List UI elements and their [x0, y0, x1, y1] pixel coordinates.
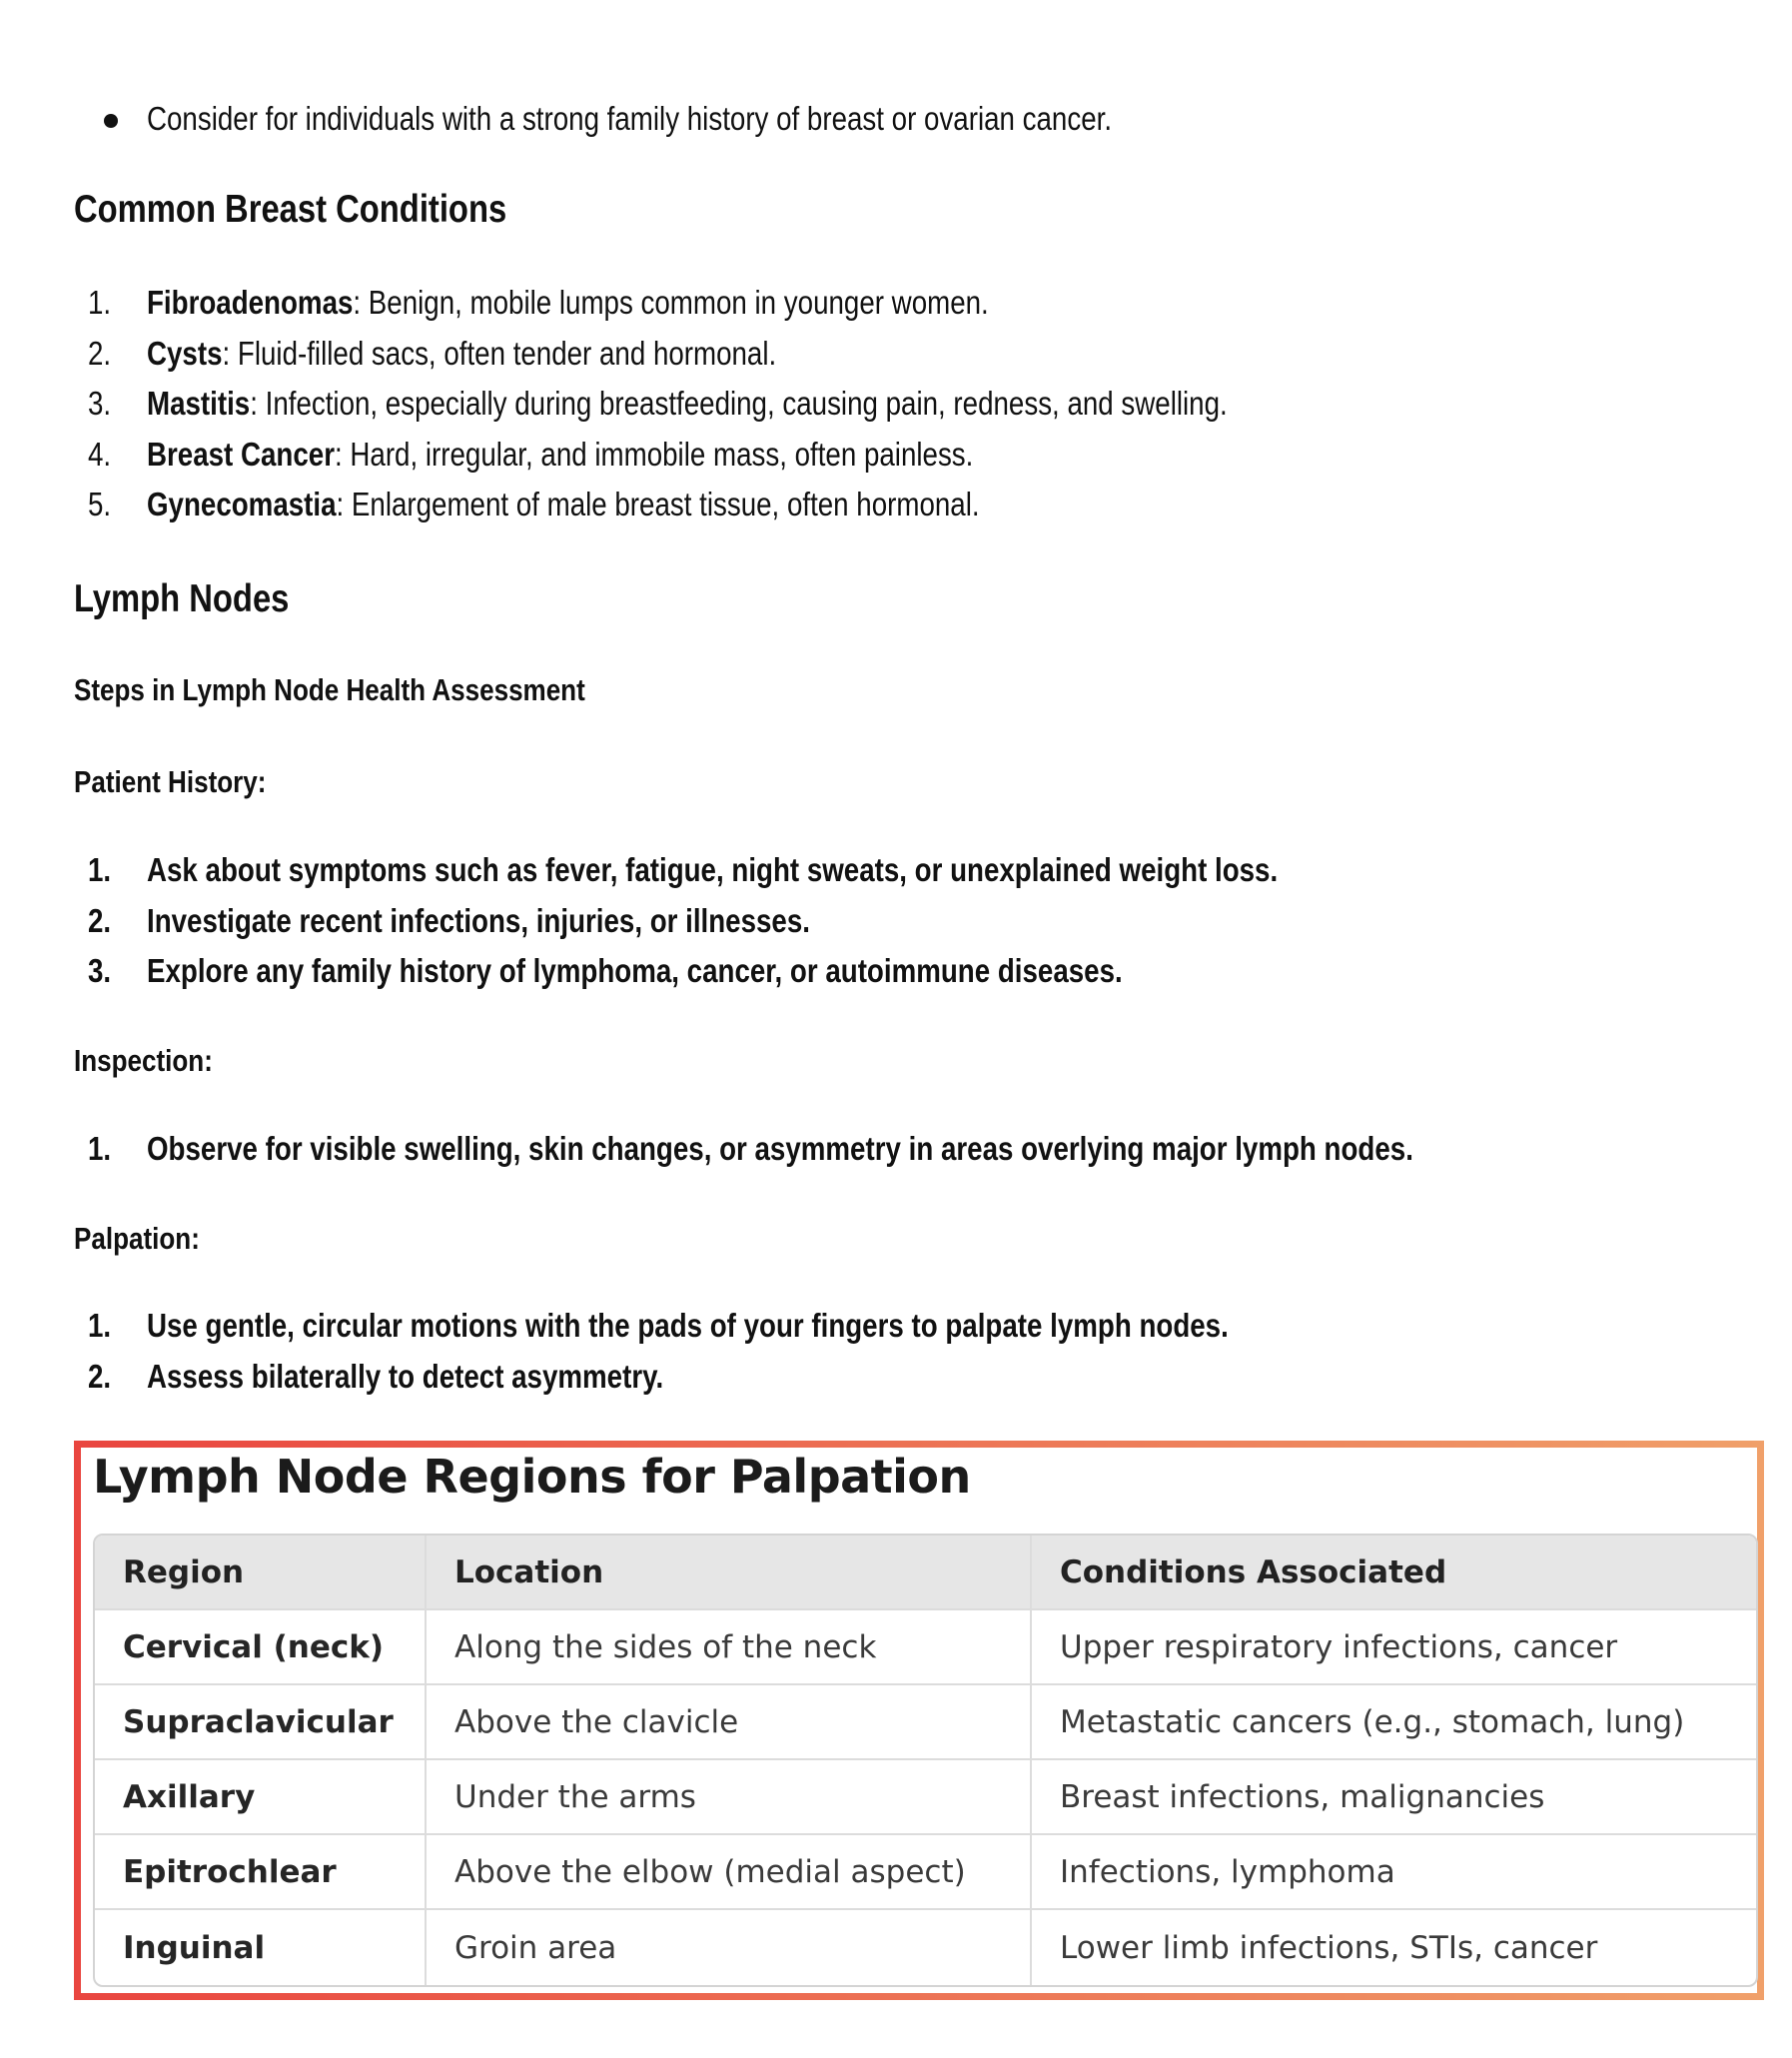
list-item: 3. Explore any family history of lymphoma, cancer, or autoimmune diseases.: [88, 952, 1123, 989]
table-header-row: [95, 1536, 1756, 1610]
regions-table-frame: [74, 1441, 1764, 2000]
common-conditions-list: [74, 278, 1672, 530]
bullet-icon: [104, 114, 118, 128]
common-conditions-heading: Common Breast Conditions: [74, 188, 507, 231]
location-cell: Groin area: [427, 1910, 1032, 1985]
list-item: 4. Breast Cancer: Hard, irregular, and immobile mass, often painless.: [88, 435, 974, 473]
column-header-conditions: Conditions Associated: [1032, 1536, 1756, 1610]
region-cell: Cervical (neck): [95, 1610, 427, 1685]
table-row: [95, 1610, 1756, 1685]
region-cell: Axillary: [95, 1760, 427, 1835]
palpation-label: Palpation:: [74, 1221, 200, 1256]
list-item: 2. Investigate recent infections, injuries, or illnesses.: [88, 901, 810, 939]
list-item: 2. Cysts: Fluid-filled sacs, often tender and hormonal.: [88, 334, 777, 372]
location-cell: Above the clavicle: [427, 1685, 1032, 1760]
regions-table-panel: [81, 1448, 1757, 1993]
inspection-label: Inspection:: [74, 1043, 213, 1078]
table-row: [95, 1910, 1756, 1985]
region-cell: Supraclavicular: [95, 1685, 427, 1760]
assessment-subheading: Steps in Lymph Node Health Assessment: [74, 672, 585, 707]
location-cell: Above the elbow (medial aspect): [427, 1835, 1032, 1910]
location-cell: Under the arms: [427, 1760, 1032, 1835]
palpation-list: [74, 1301, 1672, 1402]
table-row: [95, 1760, 1756, 1835]
column-header-location: Location: [427, 1536, 1032, 1610]
top-bullet-text: Consider for individuals with a strong family history of breast or ovarian cancer.: [147, 100, 1113, 137]
list-item: 1. Ask about symptoms such as fever, fatigue, night sweats, or unexplained weight loss.: [88, 851, 1279, 888]
column-header-region: Region: [95, 1536, 427, 1610]
list-item: 1. Observe for visible swelling, skin changes, or asymmetry in areas overlying major lymph nodes.: [88, 1130, 1413, 1167]
lymph-nodes-heading: Lymph Nodes: [74, 577, 290, 620]
regions-table-title: Lymph Node Regions for Palpation: [93, 1450, 971, 1504]
conditions-cell: Upper respiratory infections, cancer: [1032, 1610, 1756, 1685]
patient-history-list: [74, 845, 1672, 997]
conditions-cell: Lower limb infections, STIs, cancer: [1060, 1929, 1598, 1966]
conditions-cell: Infections, lymphoma: [1032, 1835, 1756, 1910]
regions-table: [93, 1534, 1758, 1987]
region-cell: Inguinal: [95, 1910, 427, 1985]
list-item: 1. Fibroadenomas: Benign, mobile lumps common in younger women.: [88, 284, 989, 321]
region-cell: Epitrochlear: [95, 1835, 427, 1910]
list-item: 1. Use gentle, circular motions with the pads of your fingers to palpate lymph nodes.: [88, 1307, 1229, 1344]
inspection-list: [74, 1124, 1672, 1175]
location-cell: Along the sides of the neck: [427, 1610, 1032, 1685]
conditions-cell: Metastatic cancers (e.g., stomach, lung): [1032, 1685, 1756, 1760]
list-item: 2. Assess bilaterally to detect asymmetry.: [88, 1357, 664, 1395]
patient-history-label: Patient History:: [74, 764, 267, 799]
table-row: [95, 1835, 1756, 1910]
list-item: 3. Mastitis: Infection, especially during breastfeeding, causing pain, redness, and swelling.: [88, 385, 1228, 422]
conditions-cell: Breast infections, malignancies: [1032, 1760, 1756, 1835]
table-row: [95, 1685, 1756, 1760]
list-item: 5. Gynecomastia: Enlargement of male breast tissue, often hormonal.: [88, 486, 980, 522]
